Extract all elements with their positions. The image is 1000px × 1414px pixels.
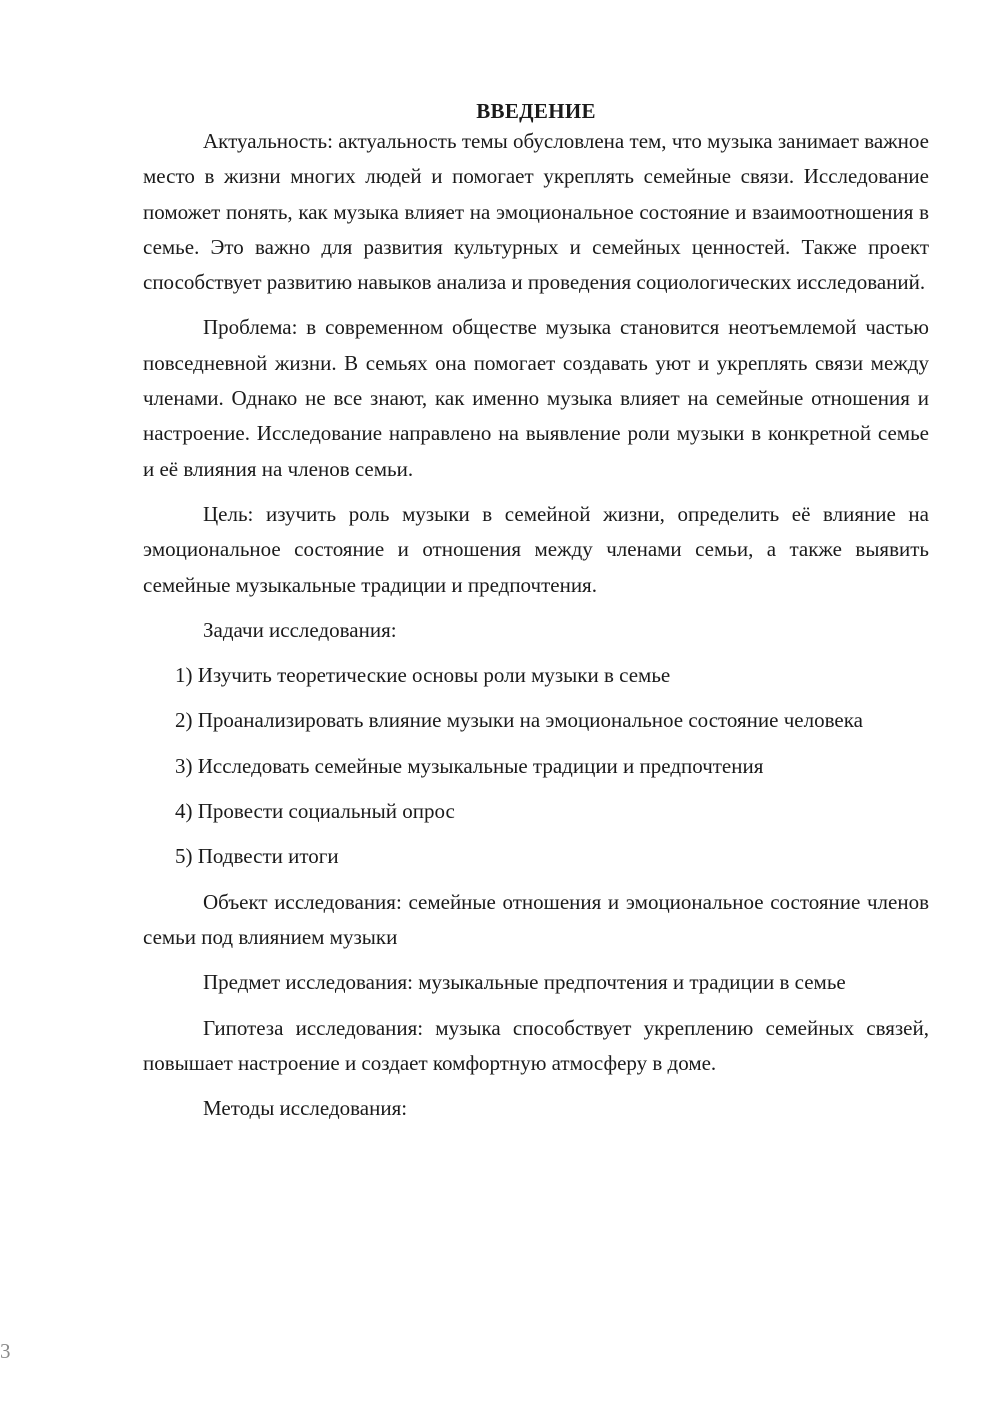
paragraph-subject: Предмет исследования: музыкальные предпочтения и традиции в семье — [203, 970, 846, 995]
document-page — [143, 94, 929, 1136]
task-item-1: 1) Изучить теоретические основы роли музыки в семье — [175, 663, 671, 688]
paragraph-hypothesis: Гипотеза исследования: музыка способствует укреплению семейных связей, повышает настроение и создает комфортную атмосферу в доме. — [143, 1015, 929, 1075]
task-item-3: 3) Исследовать семейные музыкальные традиции и предпочтения — [175, 753, 764, 778]
page-number: 3 — [0, 1339, 11, 1363]
page-title: ВВЕДЕНИЕ — [476, 99, 596, 123]
paragraph-relevance: Актуальность: актуальность темы обусловлена тем, что музыка занимает важное место в жизни многих людей и помогает укреплять семейные связи. Исследование поможет понять, как музыка влияет на эмоциональное состояние и взаимоотношения в семье. Это важно для развития культурных и семейных ценностей. Также проект способствует развитию навыков анализа и проведения социологических исследований. — [143, 129, 929, 295]
paragraph-goal: Цель: изучить роль музыки в семейной жизни, определить её влияние на эмоциональное состояние и отношения между членами семьи, а также выявить семейные музыкальные традиции и предпочтения. — [143, 501, 929, 597]
paragraph-problem: Проблема: в современном обществе музыка становится неотъемлемой частью повседневной жизни. В семьях она помогает создавать уют и укреплять связи между членами. Однако не все знают, как именно музыка влияет на семейные отношения и настроение. Исследование направлено на выявление роли музыки в конкретной семье и её влияния на членов семьи. — [143, 315, 929, 481]
paragraph-object: Объект исследования: семейные отношения и эмоциональное состояние членов семьи под влиянием музыки — [143, 889, 929, 949]
task-item-4: 4) Провести социальный опрос — [175, 799, 455, 824]
task-item-2: 2) Проанализировать влияние музыки на эмоциональное состояние человека — [175, 708, 863, 733]
task-item-5: 5) Подвести итоги — [175, 844, 339, 869]
paragraph-methods: Методы исследования: — [203, 1096, 408, 1121]
paragraph-tasks-heading: Задачи исследования: — [203, 617, 397, 642]
